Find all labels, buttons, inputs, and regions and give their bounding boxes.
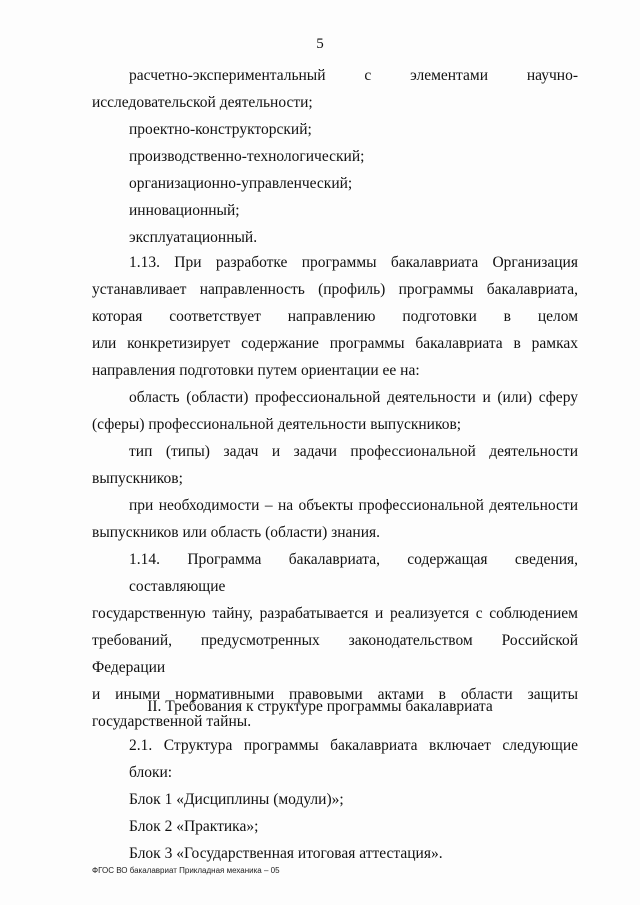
paragraphs-1-13-1-14 <box>92 249 578 735</box>
text-line: направления подготовки путем ориентации ее на: <box>92 362 420 379</box>
text-line: при необходимости – на объекты профессиональной деятельности <box>129 497 578 514</box>
page-number: 5 <box>316 36 324 52</box>
text-line: и иными нормативными правовыми актами в области защиты <box>92 686 578 703</box>
text-line: 2.1. Структура программы бакалавриата включает следующие блоки: <box>129 737 578 781</box>
text-line: Блок 1 «Дисциплины (модули)»; <box>129 791 344 808</box>
text-line: 1.13. При разработке программы бакалавриата Организация <box>129 254 578 271</box>
program-structure-blocks <box>92 732 578 867</box>
text-line: устанавливает направленность (профиль) программы бакалавриата, <box>92 281 578 298</box>
text-line: тип (типы) задач и задачи профессиональной деятельности <box>129 443 578 460</box>
activity-types-list <box>92 62 578 251</box>
text-line: выпускников или область (области) знания. <box>92 524 381 541</box>
text-line: расчетно-экспериментальный с элементами научно- <box>129 67 578 84</box>
text-line: Блок 2 «Практика»; <box>129 818 259 835</box>
text-line: выпускников; <box>92 470 183 487</box>
text-line: которая соответствует направлению подготовки в целом <box>92 308 578 325</box>
text-line: государственную тайну, разрабатывается и реализуется с соблюдением <box>92 605 578 622</box>
text-line: 1.14. Программа бакалавриата, содержащая сведения, составляющие <box>129 551 578 595</box>
text-line: проектно-конструкторский; <box>129 121 312 138</box>
text-line: область (области) профессиональной деятельности и (или) сферу <box>129 389 578 406</box>
text-line: Блок 3 «Государственная итоговая аттестация». <box>129 845 443 862</box>
text-line: (сферы) профессиональной деятельности выпускников; <box>92 416 462 433</box>
text-line: исследовательской деятельности; <box>92 94 313 111</box>
text-line: производственно-технологический; <box>129 148 365 165</box>
document-footer: ФГОС ВО бакалавриат Прикладная механика – 05 <box>92 866 280 875</box>
text-line: эксплуатационный. <box>129 229 258 246</box>
text-line: инновационный; <box>129 202 240 219</box>
text-line: государственной тайны. <box>92 713 252 730</box>
section-heading: II. Требования к структуре программы бакалавриата <box>147 698 493 715</box>
text-line: организационно-управленческий; <box>129 175 353 192</box>
text-line: или конкретизирует содержание программы бакалавриата в рамках <box>92 335 578 352</box>
text-line: требований, предусмотренных законодательством Российской Федерации <box>92 632 578 676</box>
